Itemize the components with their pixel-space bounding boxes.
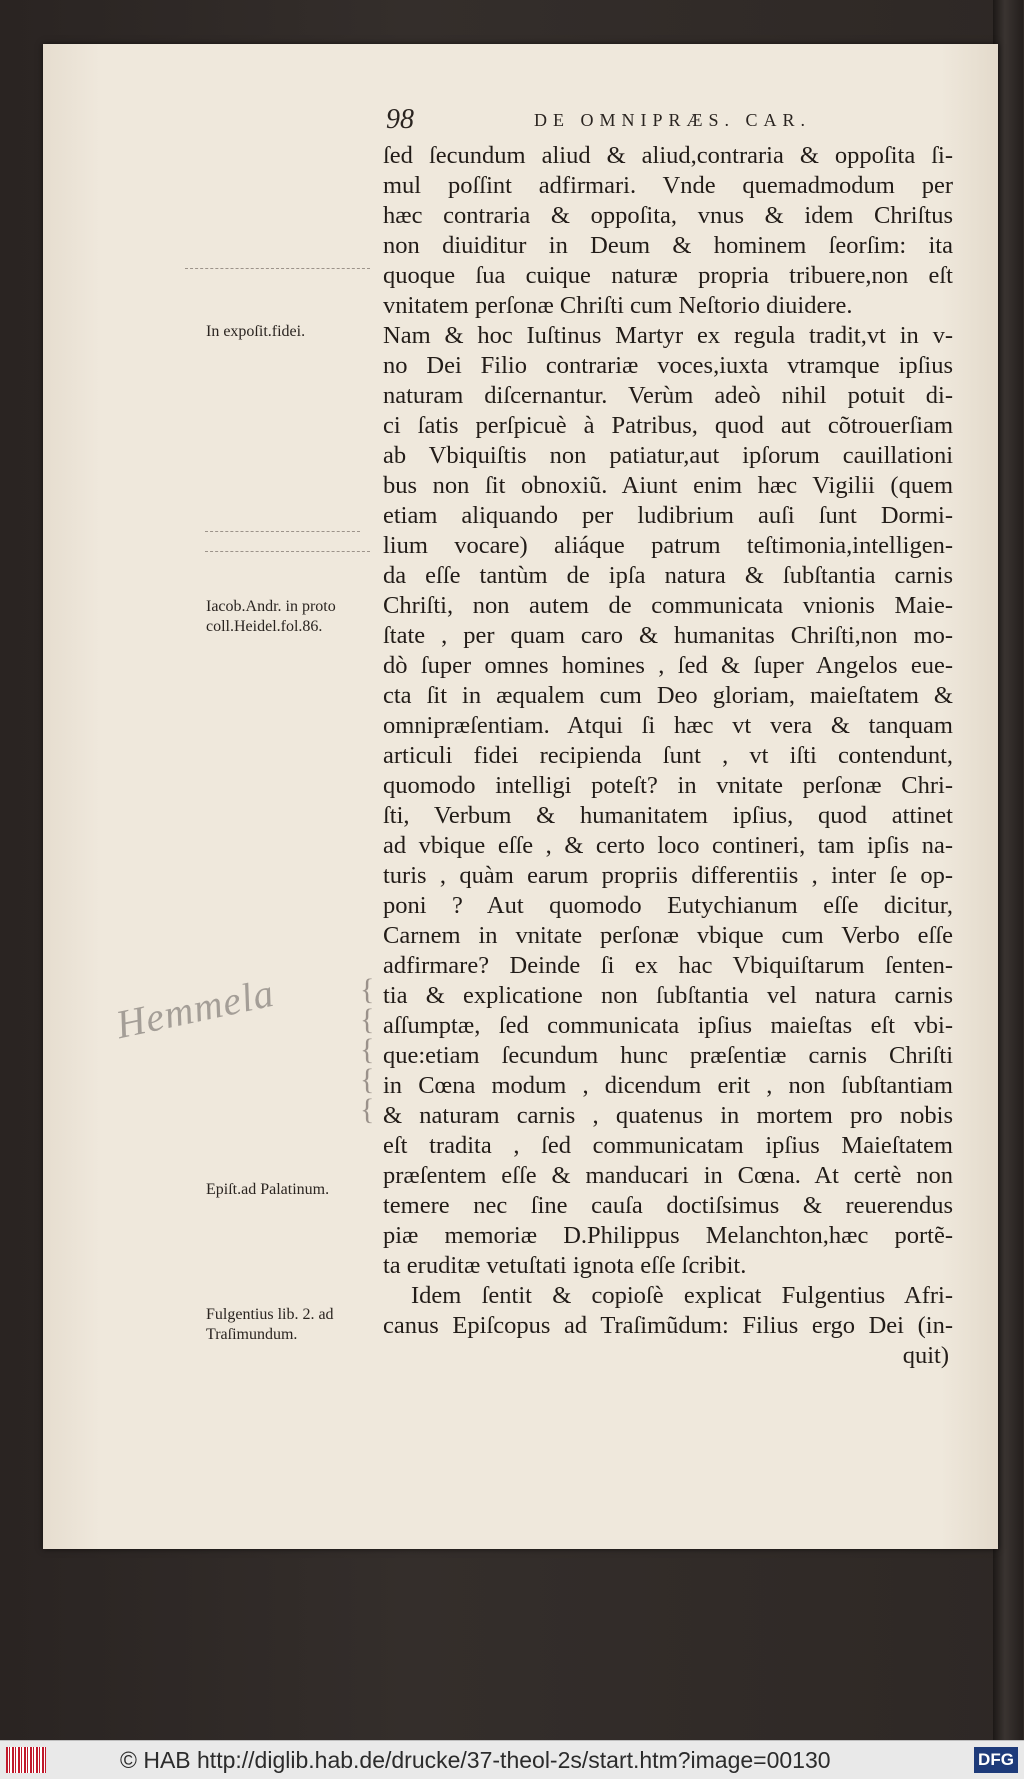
text-line: Chriſti, non autem de communicata vnionis Maie- [383,592,953,619]
text-line: no Dei Filio contrariæ voces,iuxta vtramque ipſius [383,352,953,379]
text-line: ad vbique eſſe , & certo loco contineri, tam ipſis na- [383,832,953,859]
text-line: quomodo intelligi poteſt? in vnitate perſonæ Chri- [383,772,953,799]
text-line: tia & explicatione non ſubſtantia vel natura carnis [383,982,953,1009]
text-line: vnitatem perſonæ Chriſti cum Neſtorio diuidere. [383,292,853,319]
margin-rule [205,531,360,532]
text-line: etiam aliquando per ludibrium auſi ſunt Dormi- [383,502,953,529]
margin-rule [205,551,370,552]
text-line: ab Vbiquiſtis non patiatur,aut ipſorum cauillationi [383,442,953,469]
barcode-icon [6,1747,46,1773]
text-line: quit) [902,1342,949,1369]
text-line: & naturam carnis , quatenus in mortem pro nobis [383,1102,953,1129]
margin-note: Epiſt.ad Palatinum. [206,1181,330,1198]
page-number: 98 [386,104,414,135]
text-line: Idem ſentit & copioſè explicat Fulgentius Afri- [411,1282,953,1309]
text-line: ſed ſecundum aliud & aliud,contraria & oppoſita ſi- [383,142,953,169]
text-line: Carnem in vnitate perſonæ vbique cum Verbo eſſe [383,922,953,949]
footer-bar [0,1740,1024,1779]
text-line: dò ſuper omnes homines , ſed & ſuper Angelos eue- [383,652,953,679]
dfg-logo: DFG [974,1747,1018,1773]
text-line: temere nec ſine cauſa doctiſsimus & reuerendus [383,1192,953,1219]
text-line: articuli fidei recipienda ſunt , vt iſti contendunt, [383,742,953,769]
text-line: naturam diſcernantur. Verùm adeò nihil potuit di- [383,382,953,409]
text-line: cta ſit in æqualem cum Deo gloriam, maieſtatem & [383,682,953,709]
running-head: DE OMNIPRÆS. CAR. [534,110,812,130]
margin-note: In expoſit.fidei. [206,323,306,340]
text-line: eſt tradita , ſed communicatam ipſius Maieſtatem [383,1132,953,1159]
handwritten-annotation: Hemmela [112,969,279,1048]
text-line: lium vocare) aliáque patrum teſtimonia,intelligen- [383,532,953,559]
text-line: Nam & hoc Iuſtinus Martyr ex regula tradit,vt in v- [383,322,953,349]
text-line: hæc contraria & oppoſita, vnus & idem Chriſtus [383,202,953,229]
text-line: bus non ſit obnoxiũ. Aiunt enim hæc Vigilii (quem [383,472,953,499]
text-line: da eſſe tantùm de ipſa natura & ſubſtantia carnis [383,562,953,589]
text-line: in Cœna modum , dicendum erit , non ſubſtantiam [383,1072,953,1099]
text-line: ta eruditæ vetuſtati ignota eſſe ſcribit. [383,1252,747,1279]
text-line: mul poſſint adfirmari. Vnde quemadmodum per [383,172,953,199]
margin-rule [185,268,370,269]
text-line: ſti, Verbum & humanitatem ipſius, quod attinet [383,802,953,829]
page-header [386,104,956,138]
text-line: quoque ſua cuique naturæ propria tribuere,non eſt [383,262,953,289]
text-line: poni ? Aut quomodo Eutychianum eſſe dicitur, [383,892,953,919]
body-text [383,141,953,1371]
handwritten-brace: { { { { { [360,973,375,1126]
text-line: ſtate , per quam caro & humanitas Chriſti,non mo- [383,622,953,649]
text-line: adfirmare? Deinde ſi ex hac Vbiquiſtarum ſenten- [383,952,953,979]
margin-note: Fulgentius lib. 2. ad Traſimundum. [206,1306,334,1343]
text-line: aſſumptæ, ſed communicata ipſius maieſtas eſt vbi- [383,1012,953,1039]
text-line: que:etiam ſecundum hunc præſentiæ carnis Chriſti [383,1042,953,1069]
text-line: ci ſatis perſpicuè à Patribus, quod aut cõtrouerſiam [383,412,953,439]
text-line: turis , quàm earum propriis differentiis , inter ſe op- [383,862,953,889]
text-line: omnipræſentiam. Atqui ſi hæc vt vera & tanquam [383,712,953,739]
copyright-link[interactable]: © HAB http://diglib.hab.de/drucke/37-theol-2s/start.htm?image=00130 [120,1747,831,1773]
text-line: præſentem eſſe & manducari in Cœna. At certè non [383,1162,953,1189]
margin-note: Iacob.Andr. in proto coll.Heidel.fol.86. [206,598,336,635]
text-line: piæ memoriæ D.Philippus Melanchton,hæc portẽ- [383,1222,953,1249]
text-line: canus Epiſcopus ad Traſimũdum: Filius ergo Dei (in- [383,1312,953,1339]
text-line: non diuiditur in Deum & hominem ſeorſim: ita [383,232,953,259]
